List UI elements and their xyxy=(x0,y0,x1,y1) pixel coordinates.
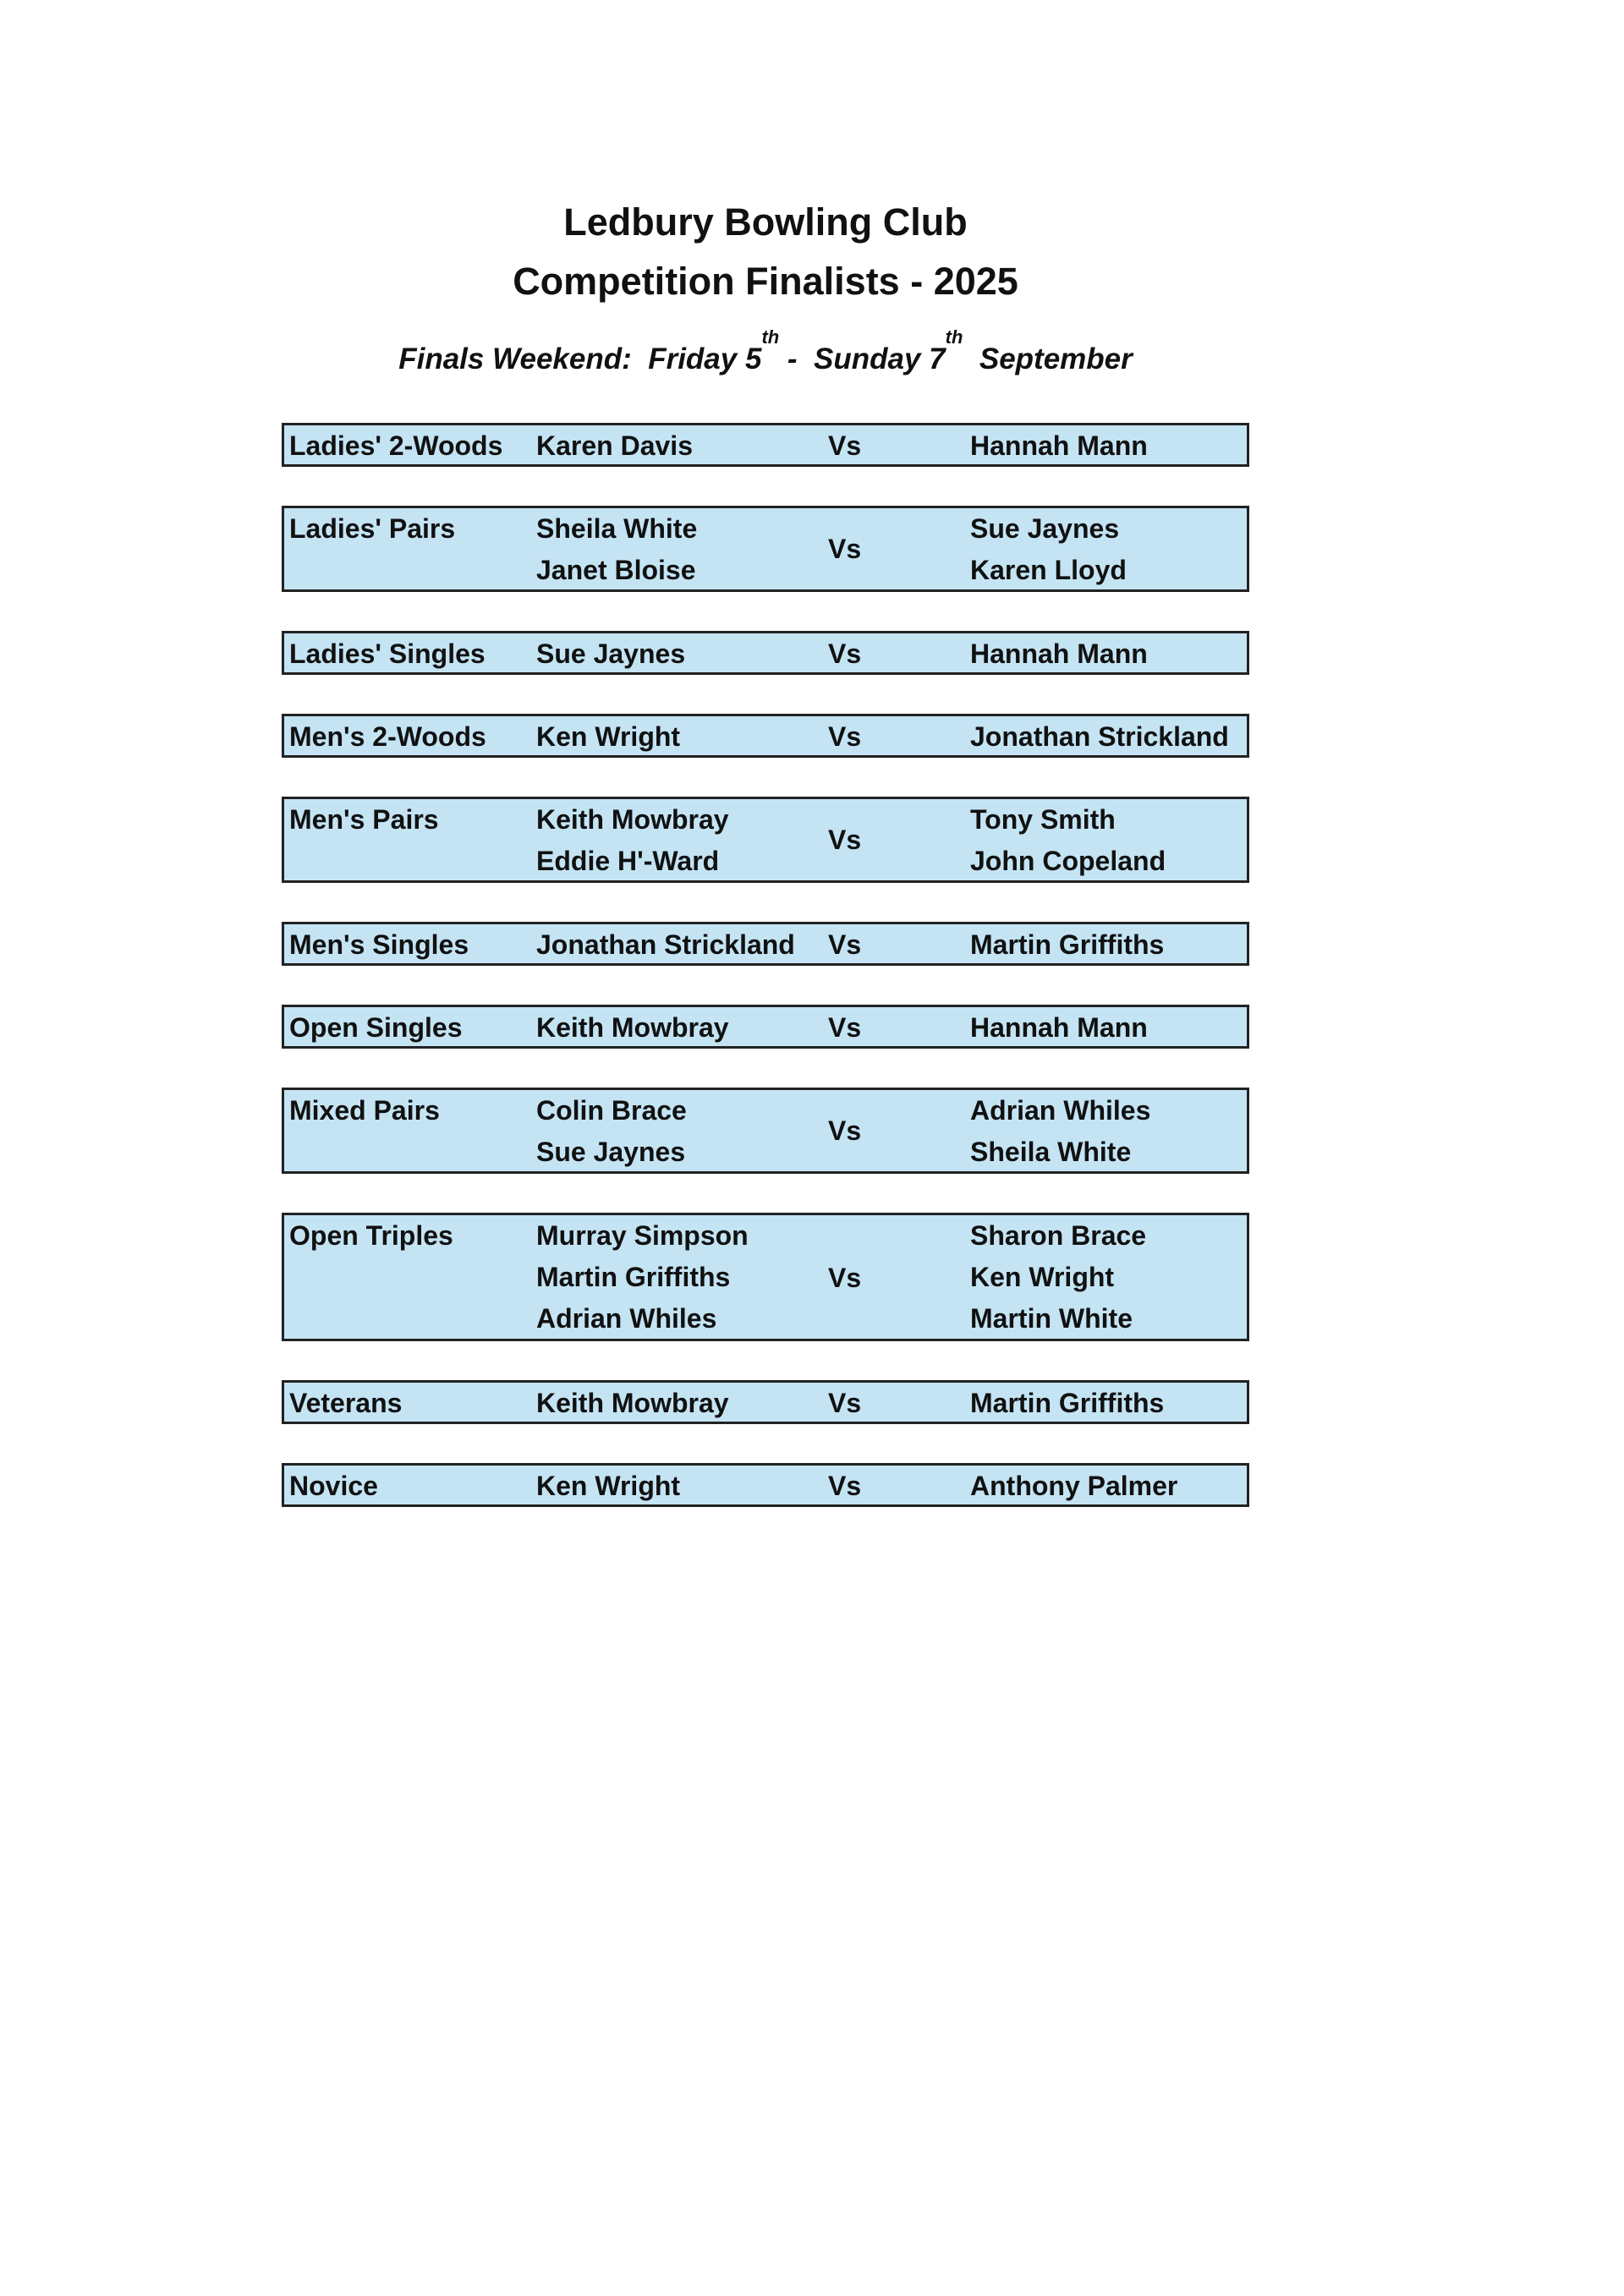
player-name: Adrian Whiles xyxy=(536,1303,717,1334)
player-name: Martin Griffiths xyxy=(536,1262,731,1292)
player-name: Sue Jaynes xyxy=(970,513,1120,544)
competition-name: Men's Singles xyxy=(289,929,469,960)
player-name: John Copeland xyxy=(970,846,1166,876)
player-name: Colin Brace xyxy=(536,1095,687,1126)
fixture-row xyxy=(282,1380,1249,1424)
versus-label: Vs xyxy=(828,1263,862,1293)
competition-name: Novice xyxy=(289,1471,378,1501)
page-title: Competition Finalists - 2025 xyxy=(513,260,1018,303)
player-name: Sheila White xyxy=(970,1137,1132,1167)
fixture-row xyxy=(282,423,1249,467)
player-name: Sheila White xyxy=(536,513,698,544)
team-b xyxy=(970,1090,1150,1173)
team-a xyxy=(536,924,795,966)
team-a xyxy=(536,799,729,882)
finals-weekend-subtitle xyxy=(0,326,1531,385)
player-name: Keith Mowbray xyxy=(536,1388,729,1418)
competition-name: Mixed Pairs xyxy=(289,1095,440,1126)
player-name: Adrian Whiles xyxy=(970,1095,1151,1126)
versus-label: Vs xyxy=(828,825,862,855)
team-a xyxy=(536,1466,680,1507)
player-name: Eddie H'-Ward xyxy=(536,846,720,876)
team-b xyxy=(970,716,1229,758)
weekend-end: September xyxy=(963,342,1133,375)
fixture-row xyxy=(282,631,1249,675)
competition-name: Open Triples xyxy=(289,1220,453,1251)
day1-suffix: th xyxy=(761,326,780,348)
player-name: Ken Wright xyxy=(536,1471,681,1501)
competition-name: Men's Pairs xyxy=(289,804,439,835)
team-a xyxy=(536,1383,729,1424)
club-name: Ledbury Bowling Club xyxy=(563,200,968,244)
versus-label: Vs xyxy=(828,1471,862,1501)
player-name: Jonathan Strickland xyxy=(970,721,1229,752)
player-name: Martin White xyxy=(970,1303,1133,1334)
player-name: Anthony Palmer xyxy=(970,1471,1178,1501)
fixture-row xyxy=(282,1088,1249,1174)
team-b xyxy=(970,1383,1164,1424)
competition-name: Veterans xyxy=(289,1388,403,1418)
player-name: Hannah Mann xyxy=(970,1012,1148,1043)
team-a xyxy=(536,1215,749,1340)
versus-label: Vs xyxy=(828,1388,862,1418)
competition-name: Men's 2-Woods xyxy=(289,721,486,752)
player-name: Ken Wright xyxy=(536,721,681,752)
team-a xyxy=(536,716,680,758)
fixture-row xyxy=(282,714,1249,758)
fixture-row xyxy=(282,506,1249,592)
team-b xyxy=(970,425,1148,467)
versus-label: Vs xyxy=(828,721,862,752)
player-name: Sue Jaynes xyxy=(536,638,686,669)
competition-name: Ladies' 2-Woods xyxy=(289,430,503,461)
team-b xyxy=(970,1007,1148,1049)
versus-label: Vs xyxy=(828,1012,862,1043)
player-name: Janet Bloise xyxy=(536,555,696,585)
team-a xyxy=(536,633,685,675)
player-name: Ken Wright xyxy=(970,1262,1115,1292)
player-name: Sue Jaynes xyxy=(536,1137,686,1167)
versus-label: Vs xyxy=(828,929,862,960)
team-a xyxy=(536,425,693,467)
versus-label: Vs xyxy=(828,430,862,461)
weekend-label: Finals Weekend: Friday 5 xyxy=(398,342,762,375)
fixture-row xyxy=(282,797,1249,883)
player-name: Keith Mowbray xyxy=(536,804,729,835)
fixture-row xyxy=(282,1005,1249,1049)
day2-suffix: th xyxy=(945,326,963,348)
team-b xyxy=(970,799,1166,882)
player-name: Karen Davis xyxy=(536,430,693,461)
versus-label: Vs xyxy=(828,534,862,564)
player-name: Jonathan Strickland xyxy=(536,929,795,960)
player-name: Tony Smith xyxy=(970,804,1116,835)
competition-name: Ladies' Singles xyxy=(289,638,486,669)
player-name: Martin Griffiths xyxy=(970,1388,1165,1418)
fixture-row xyxy=(282,1213,1249,1341)
player-name: Sharon Brace xyxy=(970,1220,1147,1251)
team-a xyxy=(536,508,697,591)
team-b xyxy=(970,633,1148,675)
competition-name: Open Singles xyxy=(289,1012,463,1043)
weekend-mid: - Sunday 7 xyxy=(779,342,946,375)
team-b xyxy=(970,1215,1146,1340)
team-b xyxy=(970,924,1164,966)
fixtures-list xyxy=(282,423,1249,1546)
player-name: Hannah Mann xyxy=(970,638,1148,669)
player-name: Martin Griffiths xyxy=(970,929,1165,960)
player-name: Keith Mowbray xyxy=(536,1012,729,1043)
competition-name: Ladies' Pairs xyxy=(289,513,456,544)
team-b xyxy=(970,508,1127,591)
team-b xyxy=(970,1466,1177,1507)
player-name: Karen Lloyd xyxy=(970,555,1127,585)
fixture-row xyxy=(282,1463,1249,1507)
player-name: Hannah Mann xyxy=(970,430,1148,461)
versus-label: Vs xyxy=(828,638,862,669)
team-a xyxy=(536,1090,687,1173)
fixture-row xyxy=(282,922,1249,966)
title-block xyxy=(0,193,1531,311)
versus-label: Vs xyxy=(828,1115,862,1146)
team-a xyxy=(536,1007,729,1049)
player-name: Murray Simpson xyxy=(536,1220,749,1251)
